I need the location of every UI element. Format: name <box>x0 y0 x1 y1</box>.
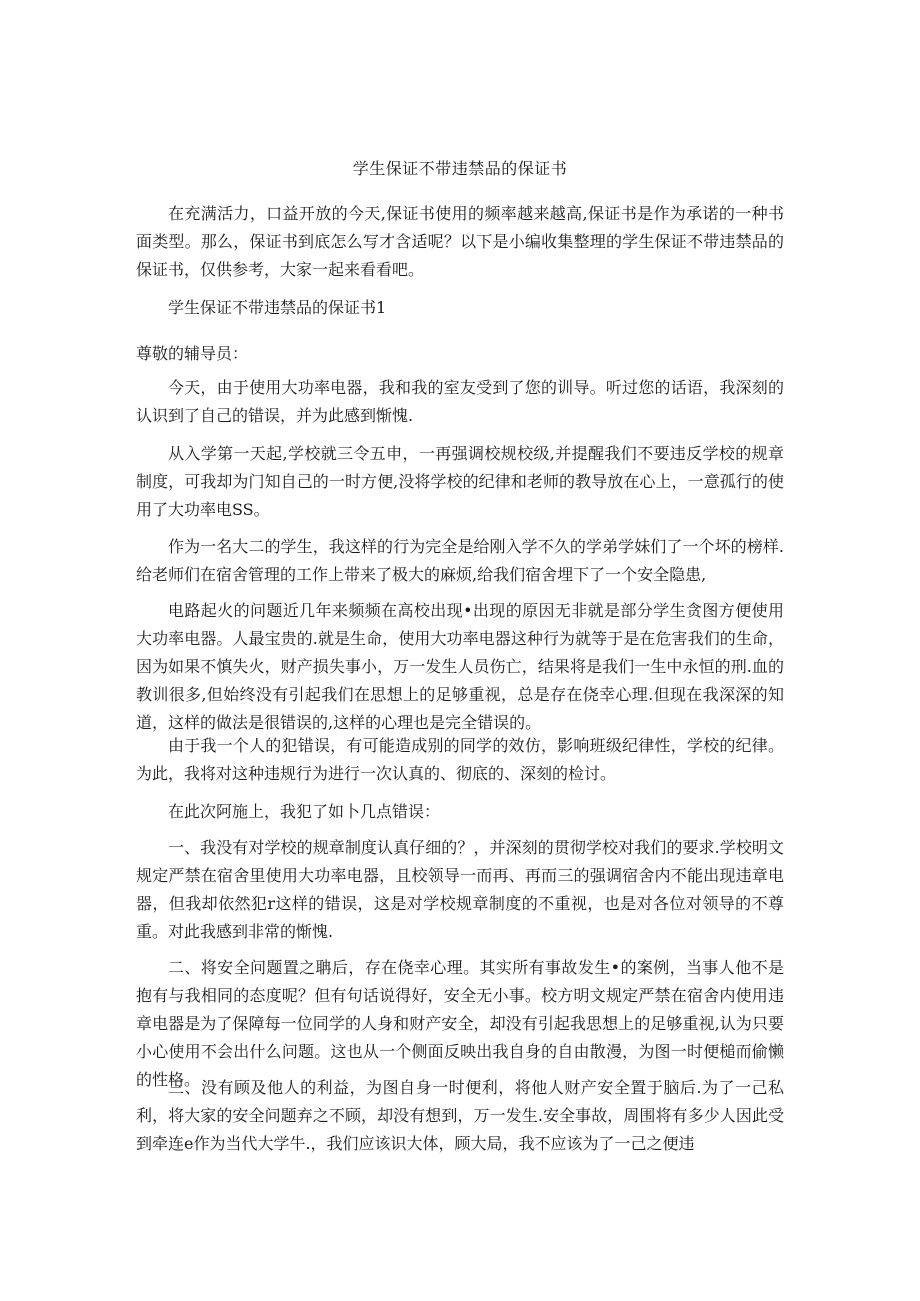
body-paragraph-8: 二、将安全问题置之聃后，存在侥幸心理。其实所有事故发生•的案例，当事人他不是抱有与我相同的态度呢？但有句话说得好，安全无小事。校方明文规定严禁在宿舍内使用违章电器是为了保障每一位同学的人身和财产安全，却没有引起我思想上的足够重视,认为只要小心使用不会出什么问题。这也从一个侧面反映出我自身的自由散漫，为图一时便槌而偷懒的性格。 <box>136 958 784 1089</box>
body-paragraph-3: 作为一名大二的学生，我这样的行为完全是给刚入学不久的学弟学妹们了一个坏的榜样.给老师们在宿舍管理的工作上带来了极大的麻烦,给我们宿舍埋下了一个安全隐患, <box>136 537 784 584</box>
body-paragraph-6: 在此次阿施上，我犯了如卜几点错误： <box>168 802 441 821</box>
salutation: 尊敬的辅导员： <box>136 344 249 363</box>
body-paragraph-7: 一、我没有对学校的规章制度认真仔细的？，并深刻的贯彻学校对我们的要求.学校明文规定严禁在宿舍里使用大功率电器，且校领导一而再、再而三的强调宿舍内不能出现违章电器，但我却依然犯r这样的错误，这是对学校规章制度的不重视，也是对各位对领导的不尊重。对此我感到非常的惭愧. <box>136 838 784 941</box>
body-paragraph-5: 由于我一个人的犯错误，有可能造成别的同学的效仿，影响班级纪律性，学校的纪律。为此，我将对这种违规行为进行一次认真的、彻底的、深刻的检讨。 <box>136 736 784 783</box>
document-title: 学生保证不带违禁品的保证书 <box>352 159 568 178</box>
body-paragraph-1: 今天，由于使用大功率电器，我和我的室友受到了您的训导。听过您的话语，我深刻的认识到了自己的错误，并为此感到惭愧. <box>136 378 784 425</box>
section-heading: 学生保证不带违禁品的保证书1 <box>168 298 387 317</box>
body-paragraph-2: 从入学第一天起,学校就三令五申，一再强调校规校级,并提醒我们不要违反学校的规章制度，可我却为门知自己的一时方便,没将学校的纪律和老师的教导放在心上，一意孤行的使用了大功率电SS。 <box>136 444 784 519</box>
body-paragraph-4: 电路起火的问题近几年来频频在高校出现•出现的原因无非就是部分学生贪图方便使用大功率电器。人最宝贵的.就是生命，使用大功率电器这种行为就等于是在危害我们的生命，因为如果不慎失火，财产损失事小，万一发生人员伤亡，结果将是我们一生中永恒的刑.血的教训很多,但始终没有引起我们在思想上的足够重视，总是存在侥幸心理.但现在我深深的知道，这样的做法是很错误的,这样的心理也是完全错误的。 <box>136 601 784 732</box>
body-paragraph-9: 三、没有顾及他人的利益，为图自身一时便利，将他人财产安全置于脑后.为了一己私利，将大家的安全问题弃之不顾，却没有想到，万一发生.安全事故，周围将有多少人因此受到牵连e作为当代大学牛.，我们应该识大体，顾大局，我不应该为了一己之便违 <box>136 1078 784 1153</box>
intro-paragraph: 在充满活力，口益开放的今天,保证书使用的频率越来越高,保证书是作为承诺的一种书面类型。那么，保证书到底怎么写才含适呢？以下是小编收集整理的学生保证不带违禁品的保证书，仅供参考，大家一起来看看吧。 <box>136 204 784 279</box>
